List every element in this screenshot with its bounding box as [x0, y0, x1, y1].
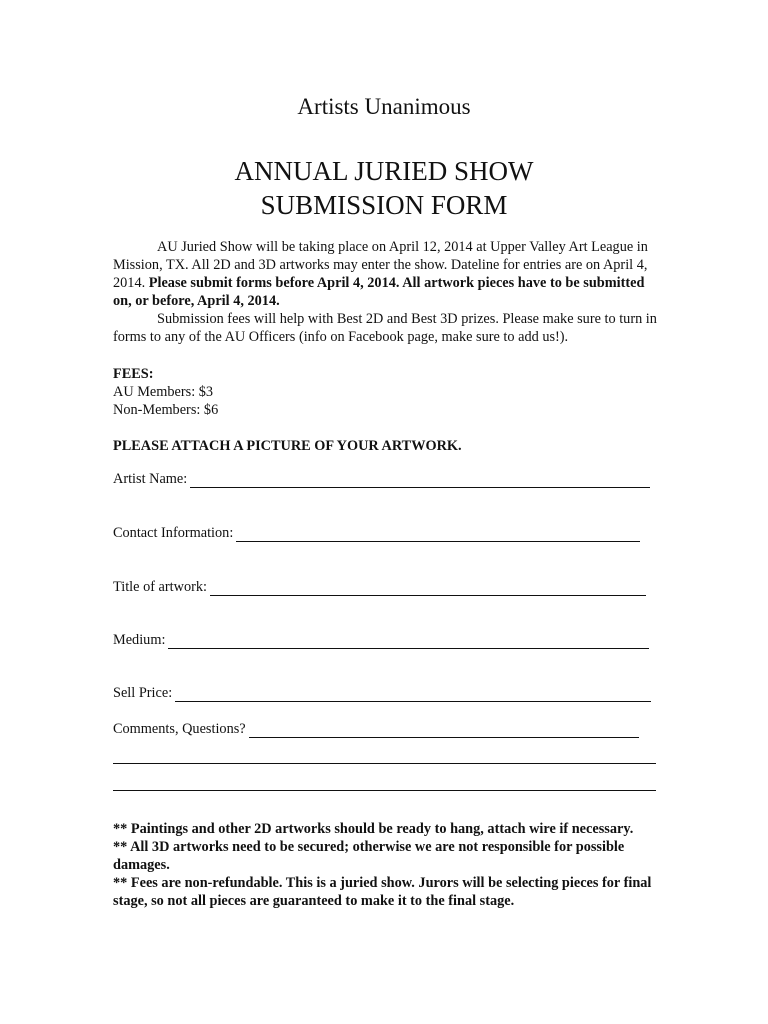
contact-information-label: Contact Information:: [113, 525, 234, 541]
note-item: ** Fees are non-refundable. This is a juried show. Jurors will be selecting pieces for final stage, so not all pieces are guaranteed to make it to the final stage.: [113, 875, 652, 909]
fees-heading: FEES:: [113, 366, 154, 382]
intro-paragraph-1-text: AU Juried Show will be taking place on April 12, 2014 at Upper Valley Art League in Mission, TX. All 2D and 3D artworks may enter the show. Dateline for entries are on April 4, 2014.: [113, 239, 648, 291]
fee-members: AU Members: $3: [113, 384, 214, 400]
note-item: ** Paintings and other 2D artworks should be ready to hang, attach wire if necessary.: [113, 821, 634, 837]
sell-price-blank[interactable]: [175, 687, 651, 702]
attach-picture-note: PLEASE ATTACH A PICTURE OF YOUR ARTWORK.: [113, 438, 462, 454]
form-title: [0, 154, 768, 222]
intro-paragraph-2-text: Submission fees will help with Best 2D and Best 3D prizes. Please make sure to turn in forms to any of the AU Officers (info on Facebook page, make sure to add us!).: [113, 311, 657, 345]
medium-label: Medium:: [113, 632, 166, 648]
form-title-line-2: SUBMISSION FORM: [260, 190, 508, 220]
note-item: ** All 3D artworks need to be secured; otherwise we are not responsible for possible damages.: [113, 839, 625, 873]
artist-name-blank[interactable]: [190, 473, 650, 488]
organization-name: Artists Unanimous: [297, 94, 471, 119]
comments-extra-line[interactable]: [113, 763, 656, 764]
artwork-title-label: Title of artwork:: [113, 579, 207, 595]
contact-information-field: [113, 524, 640, 542]
comments-field: [113, 720, 639, 738]
notes-section: [113, 820, 658, 910]
artwork-title-blank[interactable]: [210, 581, 646, 596]
form-title-line-1: ANNUAL JURIED SHOW: [234, 156, 534, 186]
intro-paragraph-1-deadline: Please submit forms before April 4, 2014. All artwork pieces have to be submitted on, or before, April 4, 2014.: [113, 275, 645, 309]
medium-blank[interactable]: [168, 634, 649, 649]
sell-price-label: Sell Price:: [113, 685, 173, 701]
comments-label: Comments, Questions?: [113, 721, 246, 737]
artwork-title-field: [113, 578, 646, 596]
medium-field: [113, 631, 649, 649]
artist-name-label: Artist Name:: [113, 471, 188, 487]
contact-information-blank[interactable]: [236, 527, 640, 542]
sell-price-field: [113, 684, 651, 702]
comments-extra-line[interactable]: [113, 790, 656, 791]
comments-blank[interactable]: [249, 723, 639, 738]
intro-paragraph-2: [113, 310, 658, 346]
intro-paragraph-1: [113, 238, 658, 310]
fee-non-members: Non-Members: $6: [113, 402, 219, 418]
artist-name-field: [113, 470, 650, 488]
